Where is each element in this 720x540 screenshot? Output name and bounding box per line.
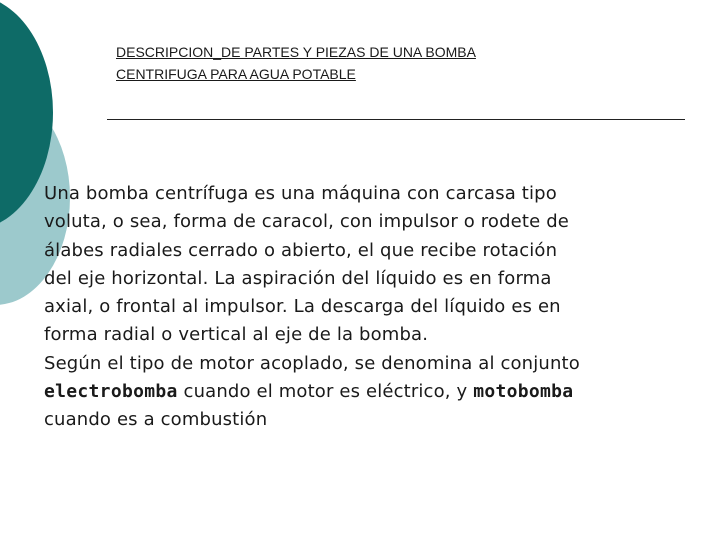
body-paragraph <box>44 180 704 435</box>
slide-title-line-1: DESCRIPCION_DE PARTES Y PIEZAS DE UNA BOMBA <box>116 44 476 60</box>
body-line-7: Según el tipo de motor acoplado, se denomina al conjunto <box>44 352 580 374</box>
body-line-3: álabes radiales cerrado o abierto, el que recibe rotación <box>44 239 558 261</box>
term-electrobomba: electrobomba <box>44 381 178 403</box>
title-divider <box>107 119 685 120</box>
slide-title <box>116 41 676 85</box>
body-line-5: axial, o frontal al impulsor. La descarga del líquido es en <box>44 296 561 318</box>
body-line-8 <box>44 378 704 406</box>
body-line-2: voluta, o sea, forma de caracol, con impulsor o rodete de <box>44 211 569 233</box>
body-line-8-middle: cuando el motor es eléctrico, y <box>177 381 474 403</box>
body-line-1: Una bomba centrífuga es una máquina con carcasa tipo <box>44 183 557 204</box>
body-line-4: del eje horizontal. La aspiración del líquido es en forma <box>44 267 552 289</box>
body-line-9: cuando es a combustión <box>44 409 268 431</box>
body-line-6: forma radial o vertical al eje de la bomba. <box>44 324 429 346</box>
term-motobomba: motobomba <box>473 381 574 403</box>
slide-title-line-2: CENTRIFUGA PARA AGUA POTABLE <box>116 66 356 82</box>
